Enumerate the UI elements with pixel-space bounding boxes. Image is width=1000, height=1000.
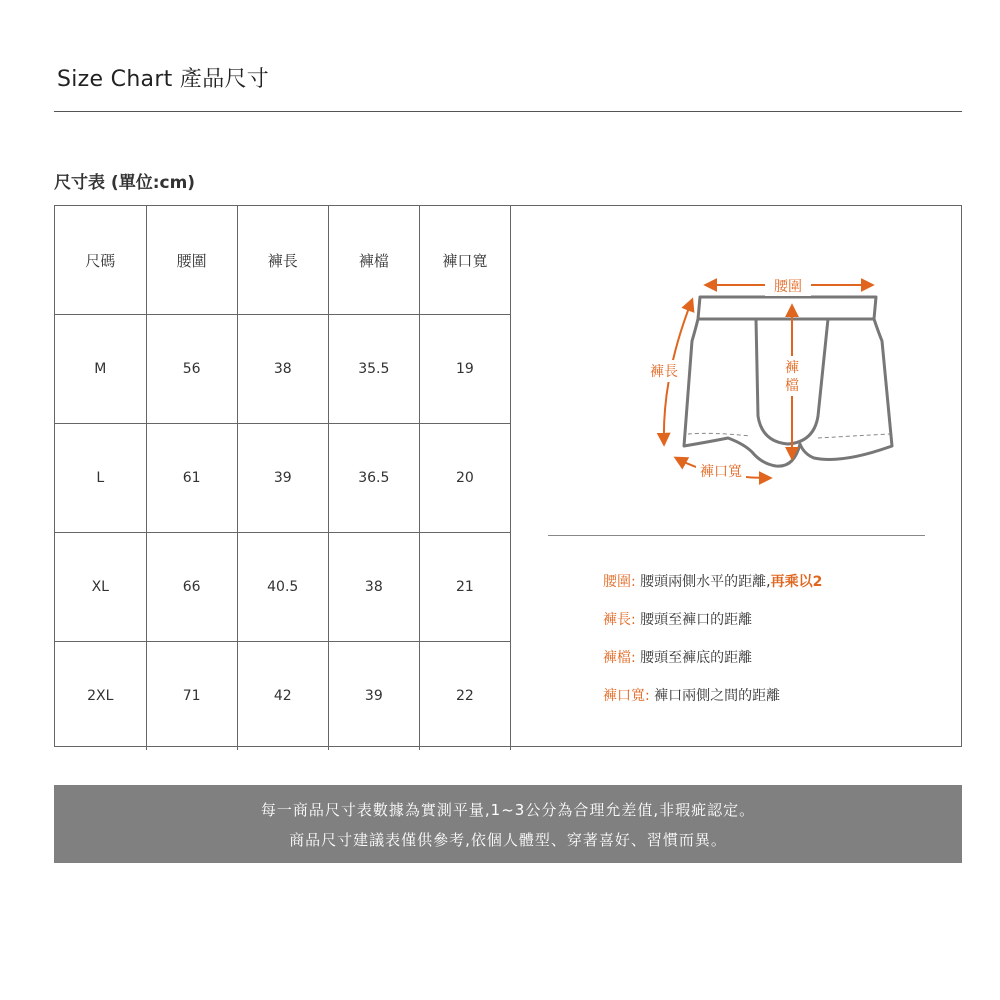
disclaimer-banner [54,785,962,863]
definition-text: 腰頭至褲口的距離 [640,612,753,628]
hem-stitch-right [818,434,890,438]
table-row [55,315,511,424]
table-cell: 19 [419,315,510,424]
table-header-row [55,206,511,315]
table-cell: M [55,315,146,424]
header-length: 褲長 [237,206,328,315]
table-row [55,642,511,751]
header-rise: 褲檔 [328,206,419,315]
definition-waist [603,571,822,609]
diagram-divider [548,535,925,536]
table-cell: 39 [328,642,419,751]
header-waist: 腰圍 [146,206,237,315]
table-cell: 36.5 [328,424,419,533]
definition-term: 褲檔: [603,650,636,666]
table-row [55,424,511,533]
table-cell: XL [55,533,146,642]
table-cell: L [55,424,146,533]
definition-emphasis: 再乘以2 [770,574,823,590]
definition-leg-opening [603,685,822,723]
leg-opening-label: 褲口寬 [700,464,742,480]
table-cell: 39 [237,424,328,533]
table-cell: 61 [146,424,237,533]
table-cell: 2XL [55,642,146,751]
header-leg-opening: 褲口寬 [419,206,510,315]
title-divider [54,111,962,112]
table-caption: 尺寸表 (單位:cm) [54,173,196,193]
table-cell: 21 [419,533,510,642]
definition-term: 褲長: [603,612,636,628]
hem-stitch-left [688,433,750,436]
table-cell: 71 [146,642,237,751]
definitions-list [603,571,822,723]
disclaimer-line-2: 商品尺寸建議表僅供參考,依個人體型、穿著喜好、習慣而異。 [289,831,727,849]
definition-text: 褲口兩側之間的距離 [654,688,781,704]
definition-term: 褲口寬: [603,688,650,704]
length-label: 褲長 [650,364,678,380]
definition-text: 腰頭至褲底的距離 [640,650,753,666]
header-size: 尺碼 [55,206,146,315]
table-cell: 22 [419,642,510,751]
definition-rise [603,647,822,685]
table-cell: 66 [146,533,237,642]
definition-text: 腰頭兩側水平的距離, [640,574,771,590]
table-cell: 42 [237,642,328,751]
table-cell: 38 [328,533,419,642]
briefs-illustration [512,206,961,536]
waist-label: 腰圍 [774,279,802,295]
rise-label-top: 褲 [785,360,799,376]
table-cell: 40.5 [237,533,328,642]
page-title: Size Chart 產品尺寸 [57,67,270,92]
table-cell: 56 [146,315,237,424]
disclaimer-line-1: 每一商品尺寸表數據為實測平量,1~3公分為合理允差值,非瑕疵認定。 [260,801,756,819]
definition-term: 腰圍: [603,574,636,590]
table-cell: 35.5 [328,315,419,424]
table-row [55,533,511,642]
table-cell: 20 [419,424,510,533]
rise-label-bottom: 檔 [785,378,799,394]
table-cell: 38 [237,315,328,424]
size-table [55,206,511,750]
definition-length [603,609,822,647]
size-chart-frame [54,205,962,747]
measurement-diagram [512,206,961,746]
